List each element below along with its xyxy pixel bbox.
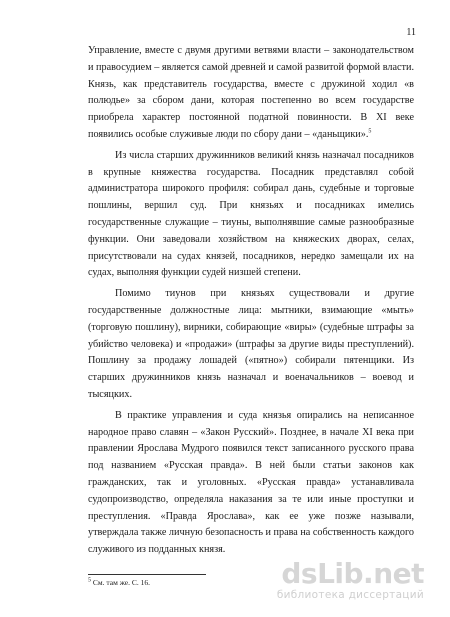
- footnote-reference[interactable]: 5: [368, 128, 372, 135]
- page-number: 11: [406, 27, 416, 38]
- footnote-number: 5: [88, 577, 91, 584]
- paragraph: Помимо тиунов при князьях существовали и другие государственные должностные лица: мытники, взимающие «мыть» (торговую пошлину), вирники, собирающие «виры» (судебные штрафы за убийство человека) и «продажи» (штрафы за другие виды преступлений). Пошлину за продажу лошадей («пятно») собирали пятенщики. Из старших дружинников князь назначал и военачальников – воевод и тысяцких.: [88, 288, 414, 400]
- watermark: [276, 557, 424, 601]
- watermark-subtitle: библиотека диссертаций: [276, 589, 424, 601]
- footnote: [88, 578, 150, 587]
- footnote-divider: [88, 574, 206, 575]
- watermark-logo: dsLib.net: [281, 557, 424, 590]
- paragraph: [88, 43, 414, 144]
- paragraph: Из числа старших дружинников великий князь назначал посадников в крупные княжества государства. Посадник представлял собой администратора широкого профиля: собирал дань, судебные и торговые пошлины, вершил суд. При князьях и посадниках имелись государственные служащие – тиуны, выполнявшие самые разнообразные функции. Они заведовали хозяйством на княжеских дворах, селах, присутствовали на судах князей, посадников, нередко замещали их на судах, выполняя функции судей низшей степени.: [88, 149, 414, 279]
- footnote-text: См. там же. С. 16.: [92, 578, 150, 587]
- paragraph: В практике управления и суда князья опирались на неписанное народное право славян – «Закон Русский». Позднее, в начале XI века при правлении Ярослава Мудрого появился текст записанного русского права под названием «Русская правда». В ней были статьи законов как гражданских, так и уголовных. «Русская правда» устанавливала судопроизводство, определяла наказания за те или иные проступки и преступления. «Правда Ярослава», как ее уже позже называли, утверждала также личную безопасность и права на собственность каждого служивого из подданных князя.: [88, 409, 414, 556]
- paragraph-text: Управление, вместе с двумя другими ветвями власти – законодательством и правосудием – является самой древней и самой развитой формой власти. Князь, как представитель государства, вместе с дружиной ходил «в полюдье» за сбором дани, которая постепенно во всем государстве приобрела характер постоянной податной повинности. В XI веке появились особые служивые люди по сбору дани – «даньщики».: [88, 45, 414, 140]
- body-text: [88, 43, 414, 559]
